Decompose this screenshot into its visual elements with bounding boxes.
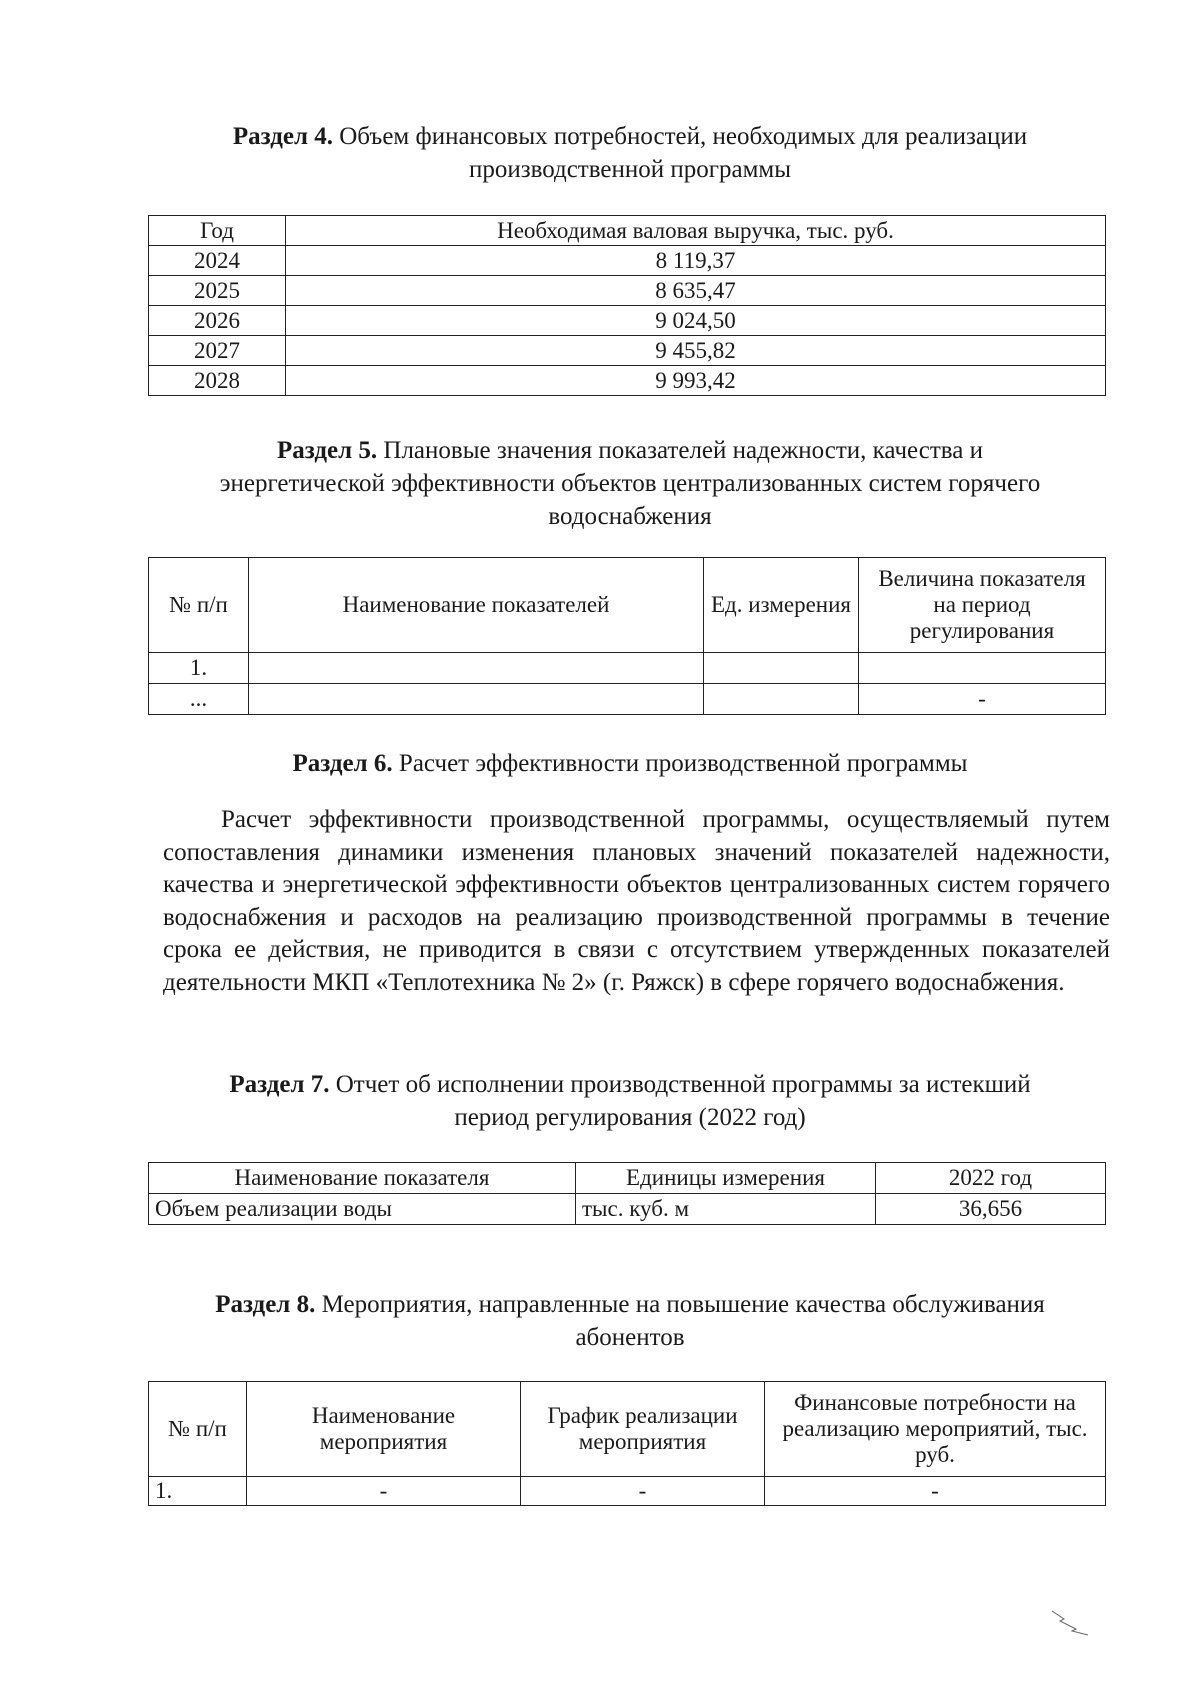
table-row [149, 1194, 1106, 1225]
cell-number: 1. [149, 653, 249, 684]
section5-title-line3: водоснабжения [548, 503, 712, 530]
section7-heading [150, 1068, 1110, 1134]
header-schedule: График реализации мероприятия [521, 1382, 765, 1477]
cell-indicator: Объем реализации воды [149, 1194, 576, 1225]
section4-label: Раздел 4. [232, 123, 333, 150]
table-header-row [149, 1382, 1106, 1477]
table-row [149, 684, 1106, 715]
cell-indicator-value: - [859, 684, 1106, 715]
section5-title-line2: энергетической эффективности объектов централизованных систем горячего [219, 470, 1041, 497]
cell-number: 1. [149, 1477, 247, 1506]
cell-revenue: 8 119,37 [286, 246, 1106, 276]
cell-units: тыс. куб. м [576, 1194, 876, 1225]
indicators-table [148, 557, 1106, 715]
header-number: № п/п [149, 1382, 247, 1477]
header-unit: Ед. измерения [704, 558, 859, 653]
header-measure-name: Наименование мероприятия [247, 1382, 521, 1477]
table-header-row [149, 558, 1106, 653]
cell-year: 2027 [149, 336, 286, 366]
table-header-row [149, 1163, 1106, 1194]
pen-mark-icon [1050, 1607, 1090, 1637]
header-financial-needs: Финансовые потребности на реализацию мероприятий, тыс. руб. [765, 1382, 1106, 1477]
section5-label: Раздел 5. [277, 437, 378, 464]
header-units: Единицы измерения [576, 1163, 876, 1194]
cell-measure-name: - [247, 1477, 521, 1506]
section4-title-line1: Объем финансовых потребностей, необходимых для реализации [333, 123, 1028, 150]
cell-unit [704, 653, 859, 684]
section7-title-line2: период регулирования (2022 год) [454, 1104, 806, 1131]
table-row [149, 653, 1106, 684]
cell-indicator-name [249, 684, 704, 715]
header-number: № п/п [149, 558, 249, 653]
cell-value: 36,656 [876, 1194, 1106, 1225]
section8-title-line2: абонентов [575, 1324, 685, 1351]
cell-financial-needs: - [765, 1477, 1106, 1506]
section8-heading [150, 1288, 1110, 1354]
cell-unit [704, 684, 859, 715]
header-revenue: Необходимая валовая выручка, тыс. руб. [286, 216, 1106, 246]
header-indicator: Наименование показателя [149, 1163, 576, 1194]
cell-number: ... [149, 684, 249, 715]
header-indicator-name: Наименование показателей [249, 558, 704, 653]
header-year: Год [149, 216, 286, 246]
table-row [149, 246, 1106, 276]
section6-heading [150, 747, 1110, 780]
table-row [149, 306, 1106, 336]
table-row [149, 336, 1106, 366]
table-row [149, 276, 1106, 306]
cell-revenue: 9 455,82 [286, 336, 1106, 366]
section7-label: Раздел 7. [229, 1071, 330, 1098]
cell-revenue: 9 993,42 [286, 366, 1106, 396]
header-year-2022: 2022 год [876, 1163, 1106, 1194]
section8-label: Раздел 8. [215, 1291, 316, 1318]
cell-year: 2025 [149, 276, 286, 306]
cell-year: 2024 [149, 246, 286, 276]
section5-heading [150, 434, 1110, 533]
cell-indicator-value [859, 653, 1106, 684]
cell-year: 2026 [149, 306, 286, 336]
section4-heading [150, 120, 1110, 186]
cell-year: 2028 [149, 366, 286, 396]
cell-revenue: 8 635,47 [286, 276, 1106, 306]
section6-paragraph [163, 804, 1110, 999]
section6-label: Раздел 6. [292, 750, 393, 777]
measures-table [148, 1381, 1106, 1506]
section6-title: Расчет эффективности производственной программы [392, 750, 968, 777]
cell-indicator-name [249, 653, 704, 684]
section6-paragraph-text: Расчет эффективности производственной программы, осуществляемый путем сопоставления динамики изменения плановых значений показателей надежности, качества и энергетической эффективности объектов централизованных систем горячего водоснабжения и расходов на реализацию производственной программы в течение срока ее действия, не приводится в связи с отсутствием утвержденных показателей деятельности МКП «Теплотехника № 2» (г. Ряжск) в сфере горячего водоснабжения. [163, 806, 1110, 996]
header-indicator-value: Величина показателя на период регулирования [859, 558, 1106, 653]
table-row [149, 366, 1106, 396]
table-row [149, 1477, 1106, 1506]
revenue-table [148, 215, 1106, 396]
cell-schedule: - [521, 1477, 765, 1506]
section4-title-line2: производственной программы [468, 156, 792, 183]
cell-revenue: 9 024,50 [286, 306, 1106, 336]
section7-title-line1: Отчет об исполнении производственной программы за истекший [329, 1071, 1031, 1098]
report-table [148, 1162, 1106, 1225]
section8-title-line1: Мероприятия, направленные на повышение качества обслуживания [315, 1291, 1045, 1318]
table-header-row [149, 216, 1106, 246]
section5-title-line1: Плановые значения показателей надежности, качества и [377, 437, 983, 464]
